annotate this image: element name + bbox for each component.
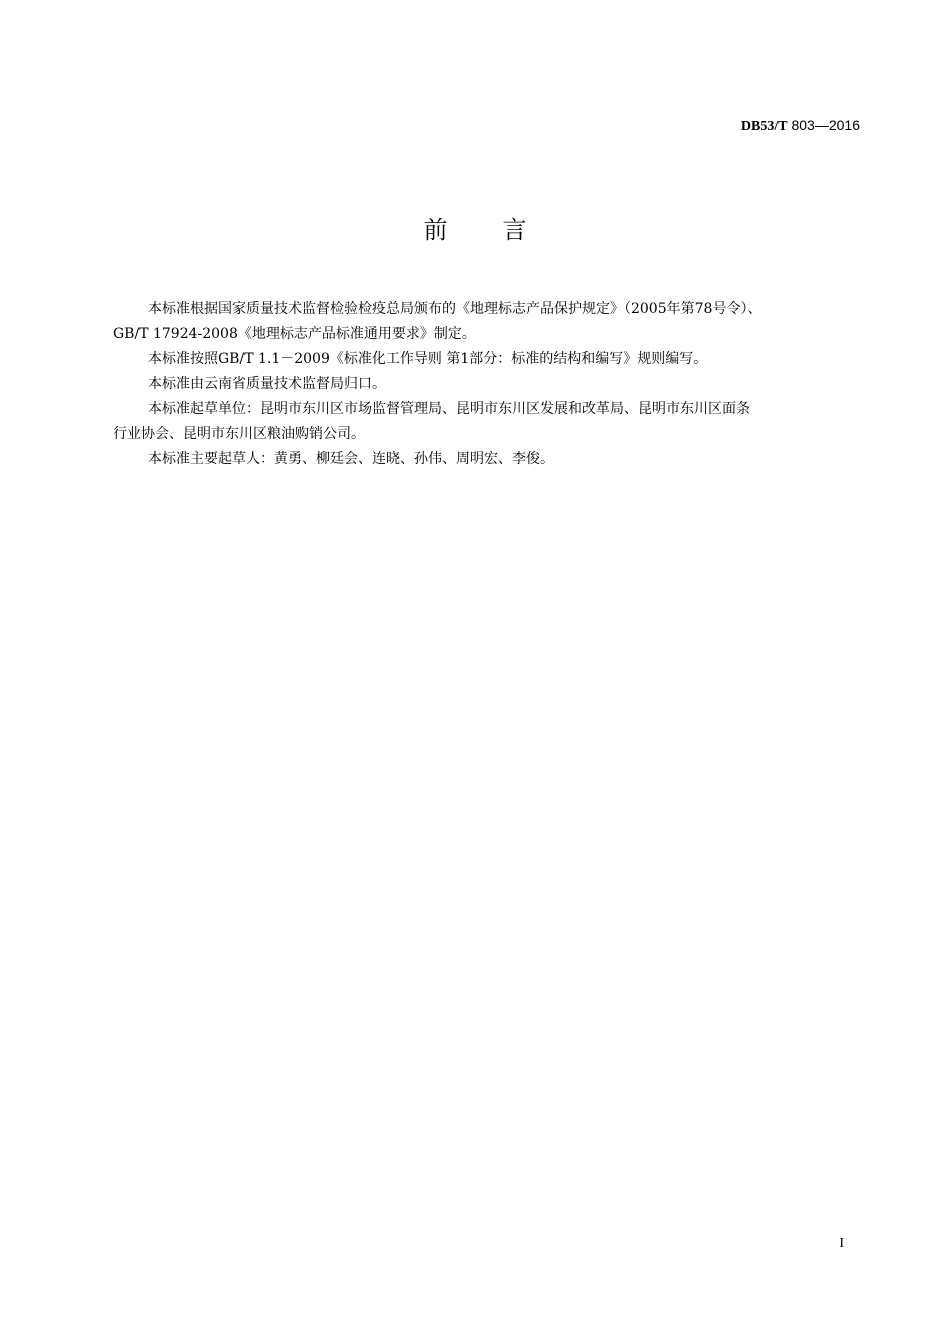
standard-code-header [741,115,860,137]
page-title: 前言 [423,216,582,244]
paragraph-drafting-rules: 本标准按照GB/T 1.1－2009《标准化工作导则 第1部分：标准的结构和编写》规则编写。 [148,351,708,367]
paragraph-basis-line-2: GB/T 17924-2008《地理标志产品标准通用要求》制定。 [113,326,476,342]
foreword-body [113,297,861,472]
standard-code-number: 803—2016 [787,117,860,133]
paragraph-drafting-units-line-2: 行业协会、昆明市东川区粮油购销公司。 [113,426,365,442]
page-number: I [839,1236,844,1251]
paragraph-main-drafters: 本标准主要起草人：黄勇、柳廷会、连晓、孙伟、周明宏、李俊。 [148,451,554,467]
paragraph-basis-line-1: 本标准根据国家质量技术监督检验检疫总局颁布的《地理标志产品保护规定》（2005年第78号令）、 [148,301,762,317]
paragraph-drafting-units-line-1: 本标准起草单位：昆明市东川区市场监督管理局、昆明市东川区发展和改革局、昆明市东川区面条 [148,401,750,417]
standard-code-prefix: DB53/T [740,119,788,134]
paragraph-administration: 本标准由云南省质量技术监督局归口。 [148,376,386,392]
